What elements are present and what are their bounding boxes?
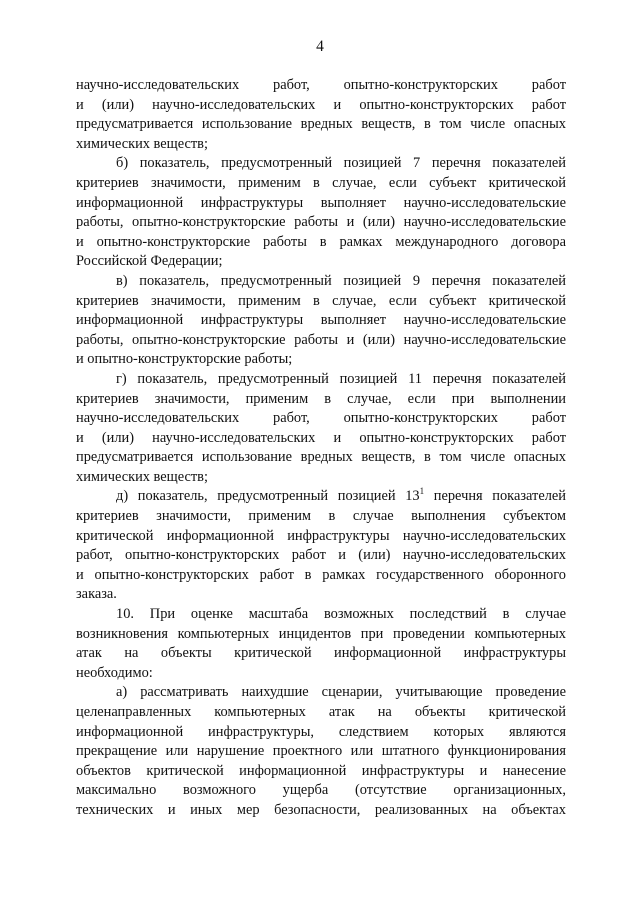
paragraph-d: [76, 487, 566, 605]
paragraph-a: [76, 683, 566, 820]
line-suffix: перечня показателей: [424, 488, 566, 505]
page-number: 4: [316, 38, 324, 55]
text-line: предусматривается использование вредных веществ, в том числе опасных: [76, 116, 566, 133]
text-line: в) показатель, предусмотренный позицией 9 перечня показателей: [116, 272, 566, 289]
text-line: Российской Федерации;: [76, 253, 223, 270]
text-line: информационной инфраструктуры выполняет научно-исследовательские: [76, 194, 566, 211]
text-line: предусматривается использование вредных веществ, в том числе опасных: [76, 449, 566, 466]
paragraph-g: [76, 370, 566, 488]
text-line: и (или) научно-исследовательских и опытно-конструкторских работ: [76, 96, 566, 113]
superscript-index: 1: [419, 487, 425, 497]
text-line: необходимо:: [76, 664, 153, 681]
text-line: научно-исследовательских работ, опытно-конструкторских работ: [76, 77, 566, 93]
text-line: и опытно-конструкторские работы;: [76, 351, 293, 368]
paragraph-v: [76, 272, 566, 370]
text-line: объектов критической информационной инфраструктуры и нанесение: [76, 762, 566, 779]
text-line: информационной инфраструктуры выполняет научно-исследовательские: [76, 312, 566, 329]
text-line: работы, опытно-конструкторские работы и (или) научно-исследовательские: [76, 331, 566, 348]
text-line: критериев значимости, применим в случае, если субъект критической: [76, 174, 566, 191]
text-line: атак на объекты критической информационной инфраструктуры: [76, 645, 566, 662]
text-line: работ, опытно-конструкторских работ и (или) научно-исследовательских: [76, 547, 566, 564]
text-line-with-superscript: [76, 487, 566, 507]
text-line: прекращение или нарушение проектного или штатного функционирования: [76, 743, 566, 760]
text-line: информационной инфраструктуры, следствием которых являются: [76, 723, 566, 740]
text-line: и опытно-конструкторских работ в рамках государственного оборонного: [76, 566, 566, 583]
text-line: критериев значимости, применим в случае выполнения субъектом: [76, 508, 566, 525]
paragraph-b: [76, 154, 566, 272]
text-line: научно-исследовательских работ, опытно-конструкторских работ: [76, 410, 566, 427]
line-prefix: д) показатель, предусмотренный позицией 13: [116, 488, 420, 505]
text-line: максимально возможного ущерба (отсутствие организационных,: [76, 782, 566, 799]
text-line: целенаправленных компьютерных атак на объекты критической: [76, 704, 566, 720]
text-line: и (или) научно-исследовательских и опытно-конструкторских работ: [76, 429, 566, 446]
text-line: б) показатель, предусмотренный позицией 7 перечня показателей: [116, 155, 566, 172]
text-line: химических веществ;: [76, 468, 208, 485]
text-line: химических веществ;: [76, 135, 208, 152]
text-line: критической информационной инфраструктуры научно-исследовательских: [76, 527, 566, 544]
text-line: 10. При оценке масштаба возможных последствий в случае: [116, 606, 566, 623]
text-line: а) рассматривать наихудшие сценарии, учитывающие проведение: [116, 684, 566, 701]
text-line: критериев значимости, применим в случае, если при выполнении: [76, 390, 566, 407]
text-line: критериев значимости, применим в случае, если субъект критической: [76, 292, 566, 309]
text-line: возникновения компьютерных инцидентов при проведении компьютерных: [76, 625, 566, 642]
text-line: г) показатель, предусмотренный позицией 11 перечня показателей: [116, 370, 566, 387]
paragraph-10: [76, 605, 566, 683]
text-line: и опытно-конструкторские работы в рамках международного договора: [76, 233, 566, 250]
document-body: [76, 76, 566, 821]
text-line: заказа.: [76, 586, 117, 603]
text-line: технических и иных мер безопасности, реализованных на объектах: [76, 801, 566, 818]
paragraph-continuation: [76, 76, 566, 154]
text-line: работы, опытно-конструкторские работы и (или) научно-исследовательские: [76, 214, 566, 231]
